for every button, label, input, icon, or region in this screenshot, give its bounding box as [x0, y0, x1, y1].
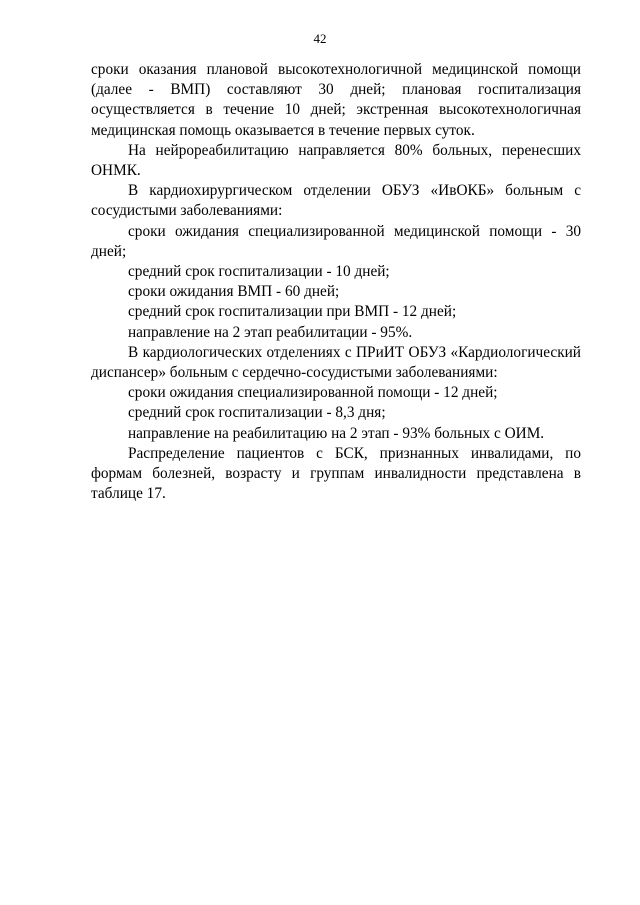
paragraph: Распределение пациентов с БСК, признанных инвалидами, по формам болезней, возрасту и группам инвалидности представлена в таблице 17.	[91, 444, 581, 503]
document-body	[91, 60, 581, 504]
paragraph: В кардиологических отделениях с ПРиИТ ОБУЗ «Кардиологический диспансер» больным с сердечно-сосудистыми заболеваниями:	[91, 343, 581, 382]
paragraph: сроки оказания плановой высокотехнологичной медицинской помощи (далее - ВМП) составляют 30 дней; плановая госпитализация осуществляется в течение 10 дней; экстренная высокотехнологичная медицинская помощь оказывается в течение первых суток.	[91, 61, 581, 139]
paragraph: сроки ожидания специализированной медицинской помощи - 30 дней;	[91, 222, 581, 260]
paragraph: средний срок госпитализации при ВМП - 12 дней;	[128, 303, 457, 321]
paragraph: средний срок госпитализации - 8,3 дня;	[128, 404, 386, 422]
paragraph: средний срок госпитализации - 10 дней;	[128, 263, 390, 281]
paragraph: На нейрореабилитацию направляется 80% больных, перенесших ОНМК.	[91, 141, 581, 180]
paragraph: сроки ожидания специализированной помощи - 12 дней;	[128, 384, 498, 402]
paragraph: В кардиохирургическом отделении ОБУЗ «ИвОКБ» больным с сосудистыми заболеваниями:	[91, 182, 581, 220]
paragraph: сроки ожидания ВМП - 60 дней;	[128, 283, 340, 301]
paragraph: направление на реабилитацию на 2 этап - 93% больных с ОИМ.	[128, 424, 545, 442]
page-number: 42	[313, 31, 327, 46]
paragraph: направление на 2 этап реабилитации - 95%.	[128, 323, 413, 341]
